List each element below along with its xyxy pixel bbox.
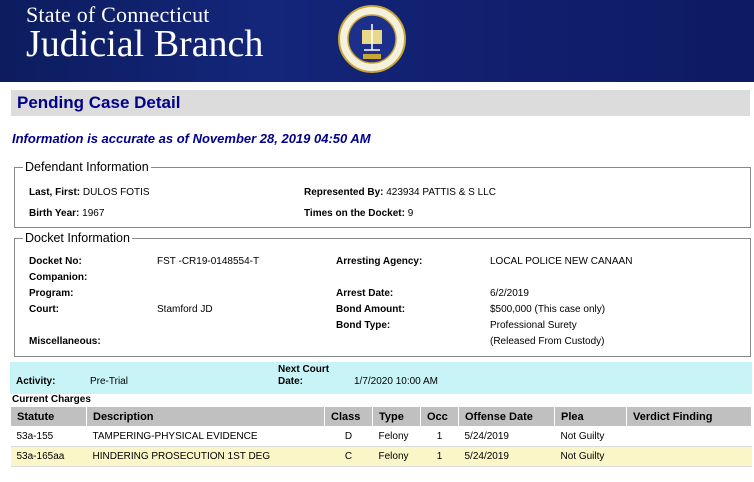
arresting-agency-label: Arresting Agency: [336, 256, 423, 267]
times-docket-label: Times on the Docket: 9 [304, 208, 414, 219]
col-plea: Plea [555, 407, 627, 427]
last-first-value: DULOS FOTIS [82, 187, 150, 198]
offense-date-cell: 5/24/2019 [459, 427, 555, 447]
next-court-date-label: Date: [278, 376, 304, 387]
next-court-value: 1/7/2020 10:00 AM [354, 376, 438, 387]
occ-cell: 1 [421, 427, 459, 447]
table-row [11, 447, 752, 467]
col-offense-date: Offense Date [459, 407, 555, 427]
bond-type-note: (Released From Custody) [490, 336, 605, 347]
arrest-date-value: 6/2/2019 [490, 288, 529, 299]
represented-by-value: 423934 PATTIS & S LLC [386, 187, 496, 198]
defendant-legend: Defendant Information [25, 160, 149, 174]
times-docket-value: 9 [407, 208, 414, 219]
plea-cell: Not Guilty [555, 427, 627, 447]
site-banner [0, 0, 754, 82]
type-cell: Felony [373, 447, 421, 467]
verdict-cell [627, 427, 752, 447]
judicial-seal-logo[interactable] [337, 4, 407, 74]
description-cell: HINDERING PROSECUTION 1ST DEG [87, 447, 325, 467]
bond-amount-label: Bond Amount: [336, 304, 406, 315]
miscellaneous-label: Miscellaneous: [29, 336, 101, 347]
page-title-bar [8, 90, 750, 116]
accuracy-note: Information is accurate as of November 28, 2019 04:50 AM [12, 131, 371, 146]
court-value: Stamford JD [157, 304, 213, 315]
current-charges-label: Current Charges [12, 394, 91, 405]
court-label: Court: [29, 304, 59, 315]
represented-by-label: Represented By: 423934 PATTIS & S LLC [304, 187, 496, 198]
last-first-label: Last, First: DULOS FOTIS [29, 187, 150, 198]
plea-cell: Not Guilty [555, 447, 627, 467]
docket-no-label: Docket No: [29, 256, 82, 267]
companion-label: Companion: [29, 272, 88, 283]
docket-legend: Docket Information [25, 231, 130, 245]
statute-cell: 53a-165aa [11, 447, 87, 467]
offense-date-cell: 5/24/2019 [459, 447, 555, 467]
birth-year-label: Birth Year: 1967 [29, 208, 105, 219]
class-cell: C [325, 447, 373, 467]
description-cell: TAMPERING-PHYSICAL EVIDENCE [87, 427, 325, 447]
col-statute: Statute [11, 407, 87, 427]
banner-state-text: State of Connecticut [26, 2, 210, 27]
birth-year-value: 1967 [82, 208, 105, 219]
next-court-label: Next Court [278, 364, 330, 375]
col-occ: Occ [421, 407, 459, 427]
class-cell: D [325, 427, 373, 447]
col-type: Type [373, 407, 421, 427]
table-row [11, 427, 752, 447]
program-label: Program: [29, 288, 74, 299]
col-verdict-finding: Verdict Finding [627, 407, 752, 427]
docket-no-value: FST -CR19-0148554-T [157, 256, 260, 267]
bond-type-label: Bond Type: [336, 320, 391, 331]
activity-value: Pre-Trial [90, 376, 128, 387]
arrest-date-label: Arrest Date: [336, 288, 394, 299]
type-cell: Felony [373, 427, 421, 447]
col-class: Class [325, 407, 373, 427]
banner-branch-text: Judicial Branch [26, 23, 264, 65]
charges-table [10, 406, 752, 467]
arresting-agency-value: LOCAL POLICE NEW CANAAN [490, 256, 633, 267]
charges-header-row [11, 407, 752, 427]
bond-type-value: Professional Surety [490, 320, 577, 331]
col-description: Description [87, 407, 325, 427]
page-title: Pending Case Detail [17, 93, 181, 112]
occ-cell: 1 [421, 447, 459, 467]
bond-amount-value: $500,000 (This case only) [490, 304, 606, 315]
statute-cell: 53a-155 [11, 427, 87, 447]
activity-bar [10, 362, 752, 394]
verdict-cell [627, 447, 752, 467]
activity-label: Activity: [16, 376, 56, 387]
